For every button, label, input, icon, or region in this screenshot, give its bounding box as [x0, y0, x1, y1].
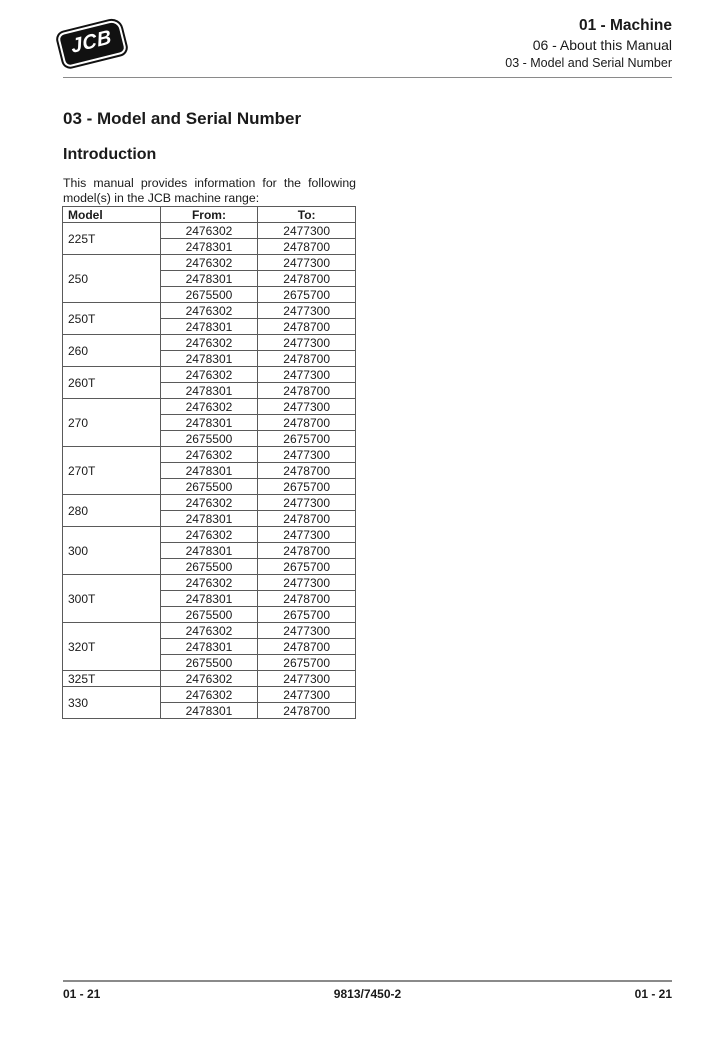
- serial-from-cell: 2476302: [160, 335, 258, 351]
- serial-to-cell: 2477300: [258, 399, 356, 415]
- table-row: [63, 687, 356, 703]
- serial-from-cell: 2478301: [160, 351, 258, 367]
- serial-to-cell: 2477300: [258, 687, 356, 703]
- serial-from-cell: 2476302: [160, 671, 258, 687]
- table-row: [63, 399, 356, 415]
- serial-to-cell: 2478700: [258, 319, 356, 335]
- model-cell: 260: [63, 335, 161, 367]
- serial-to-cell: 2675700: [258, 287, 356, 303]
- serial-to-cell: 2477300: [258, 527, 356, 543]
- serial-from-cell: 2476302: [160, 495, 258, 511]
- serial-table: [62, 206, 356, 719]
- footer-page-number-right: 01 - 21: [634, 987, 672, 1001]
- serial-to-cell: 2478700: [258, 703, 356, 719]
- model-cell: 250T: [63, 303, 161, 335]
- breadcrumb-level-3: 03 - Model and Serial Number: [505, 55, 672, 70]
- serial-to-cell: 2477300: [258, 447, 356, 463]
- table-row: [63, 623, 356, 639]
- page-title: 03 - Model and Serial Number: [63, 109, 302, 128]
- footer-publication-number: 9813/7450-2: [333, 987, 402, 1001]
- serial-to-cell: 2478700: [258, 415, 356, 431]
- serial-from-cell: 2478301: [160, 511, 258, 527]
- serial-from-cell: 2478301: [160, 383, 258, 399]
- breadcrumb-level-2: 06 - About this Manual: [532, 37, 672, 54]
- serial-to-cell: 2478700: [258, 591, 356, 607]
- table-row: [63, 367, 356, 383]
- serial-from-cell: 2675500: [160, 655, 258, 671]
- serial-to-cell: 2675700: [258, 479, 356, 495]
- serial-to-cell: 2675700: [258, 559, 356, 575]
- serial-to-cell: 2477300: [258, 367, 356, 383]
- serial-to-cell: 2477300: [258, 335, 356, 351]
- serial-from-cell: 2476302: [160, 623, 258, 639]
- serial-from-cell: 2476302: [160, 447, 258, 463]
- serial-from-cell: 2478301: [160, 463, 258, 479]
- serial-to-cell: 2478700: [258, 511, 356, 527]
- serial-to-cell: 2477300: [258, 495, 356, 511]
- model-cell: 320T: [63, 623, 161, 671]
- serial-to-cell: 2477300: [258, 255, 356, 271]
- intro-paragraph: This manual provides information for the following model(s) in the JCB machine range:: [63, 176, 356, 205]
- serial-to-cell: 2477300: [258, 671, 356, 687]
- table-row: [63, 527, 356, 543]
- jcb-logo: [54, 16, 129, 70]
- table-row: [63, 495, 356, 511]
- table-row: [63, 255, 356, 271]
- model-cell: 325T: [63, 671, 161, 687]
- table-header-row: [63, 207, 356, 223]
- breadcrumb-level-1: 01 - Machine: [578, 17, 672, 34]
- footer-divider: [63, 980, 672, 982]
- serial-from-cell: 2675500: [160, 431, 258, 447]
- serial-from-cell: 2675500: [160, 287, 258, 303]
- serial-from-cell: 2675500: [160, 607, 258, 623]
- model-cell: 250: [63, 255, 161, 303]
- model-cell: 300: [63, 527, 161, 575]
- serial-from-cell: 2478301: [160, 415, 258, 431]
- model-cell: 270: [63, 399, 161, 447]
- serial-to-cell: 2478700: [258, 639, 356, 655]
- section-heading: Introduction: [63, 146, 157, 163]
- serial-from-cell: 2675500: [160, 479, 258, 495]
- serial-from-cell: 2476302: [160, 575, 258, 591]
- serial-from-cell: 2476302: [160, 367, 258, 383]
- column-header-from: From:: [160, 207, 258, 223]
- serial-to-cell: 2478700: [258, 383, 356, 399]
- model-cell: 330: [63, 687, 161, 719]
- serial-from-cell: 2478301: [160, 591, 258, 607]
- serial-to-cell: 2675700: [258, 655, 356, 671]
- serial-to-cell: 2478700: [258, 351, 356, 367]
- serial-from-cell: 2476302: [160, 687, 258, 703]
- serial-to-cell: 2477300: [258, 303, 356, 319]
- serial-from-cell: 2476302: [160, 303, 258, 319]
- model-cell: 300T: [63, 575, 161, 623]
- table-row: [63, 303, 356, 319]
- serial-table-head: [63, 207, 356, 223]
- serial-from-cell: 2476302: [160, 527, 258, 543]
- serial-to-cell: 2478700: [258, 271, 356, 287]
- serial-from-cell: 2476302: [160, 223, 258, 239]
- footer-page-number-left: 01 - 21: [63, 987, 101, 1001]
- serial-to-cell: 2478700: [258, 543, 356, 559]
- model-cell: 225T: [63, 223, 161, 255]
- serial-from-cell: 2478301: [160, 703, 258, 719]
- column-header-model: Model: [63, 207, 161, 223]
- serial-to-cell: 2477300: [258, 223, 356, 239]
- model-cell: 260T: [63, 367, 161, 399]
- serial-from-cell: 2478301: [160, 271, 258, 287]
- breadcrumb: [505, 16, 672, 71]
- table-row: [63, 335, 356, 351]
- serial-from-cell: 2478301: [160, 319, 258, 335]
- table-row: [63, 575, 356, 591]
- jcb-logo-plate: [59, 21, 124, 65]
- table-row: [63, 447, 356, 463]
- serial-to-cell: 2477300: [258, 575, 356, 591]
- serial-to-cell: 2675700: [258, 431, 356, 447]
- serial-from-cell: 2478301: [160, 543, 258, 559]
- footer: [63, 987, 672, 1001]
- model-cell: 270T: [63, 447, 161, 495]
- jcb-logo-text: JCB: [69, 26, 114, 59]
- serial-from-cell: 2478301: [160, 639, 258, 655]
- serial-from-cell: 2675500: [160, 559, 258, 575]
- serial-table-body: [63, 223, 356, 719]
- serial-from-cell: 2476302: [160, 255, 258, 271]
- model-cell: 280: [63, 495, 161, 527]
- serial-to-cell: 2675700: [258, 607, 356, 623]
- header-divider: [63, 77, 672, 78]
- column-header-to: To:: [258, 207, 356, 223]
- serial-from-cell: 2476302: [160, 399, 258, 415]
- serial-to-cell: 2478700: [258, 239, 356, 255]
- serial-to-cell: 2477300: [258, 623, 356, 639]
- table-row: [63, 223, 356, 239]
- serial-from-cell: 2478301: [160, 239, 258, 255]
- table-row: [63, 671, 356, 687]
- serial-to-cell: 2478700: [258, 463, 356, 479]
